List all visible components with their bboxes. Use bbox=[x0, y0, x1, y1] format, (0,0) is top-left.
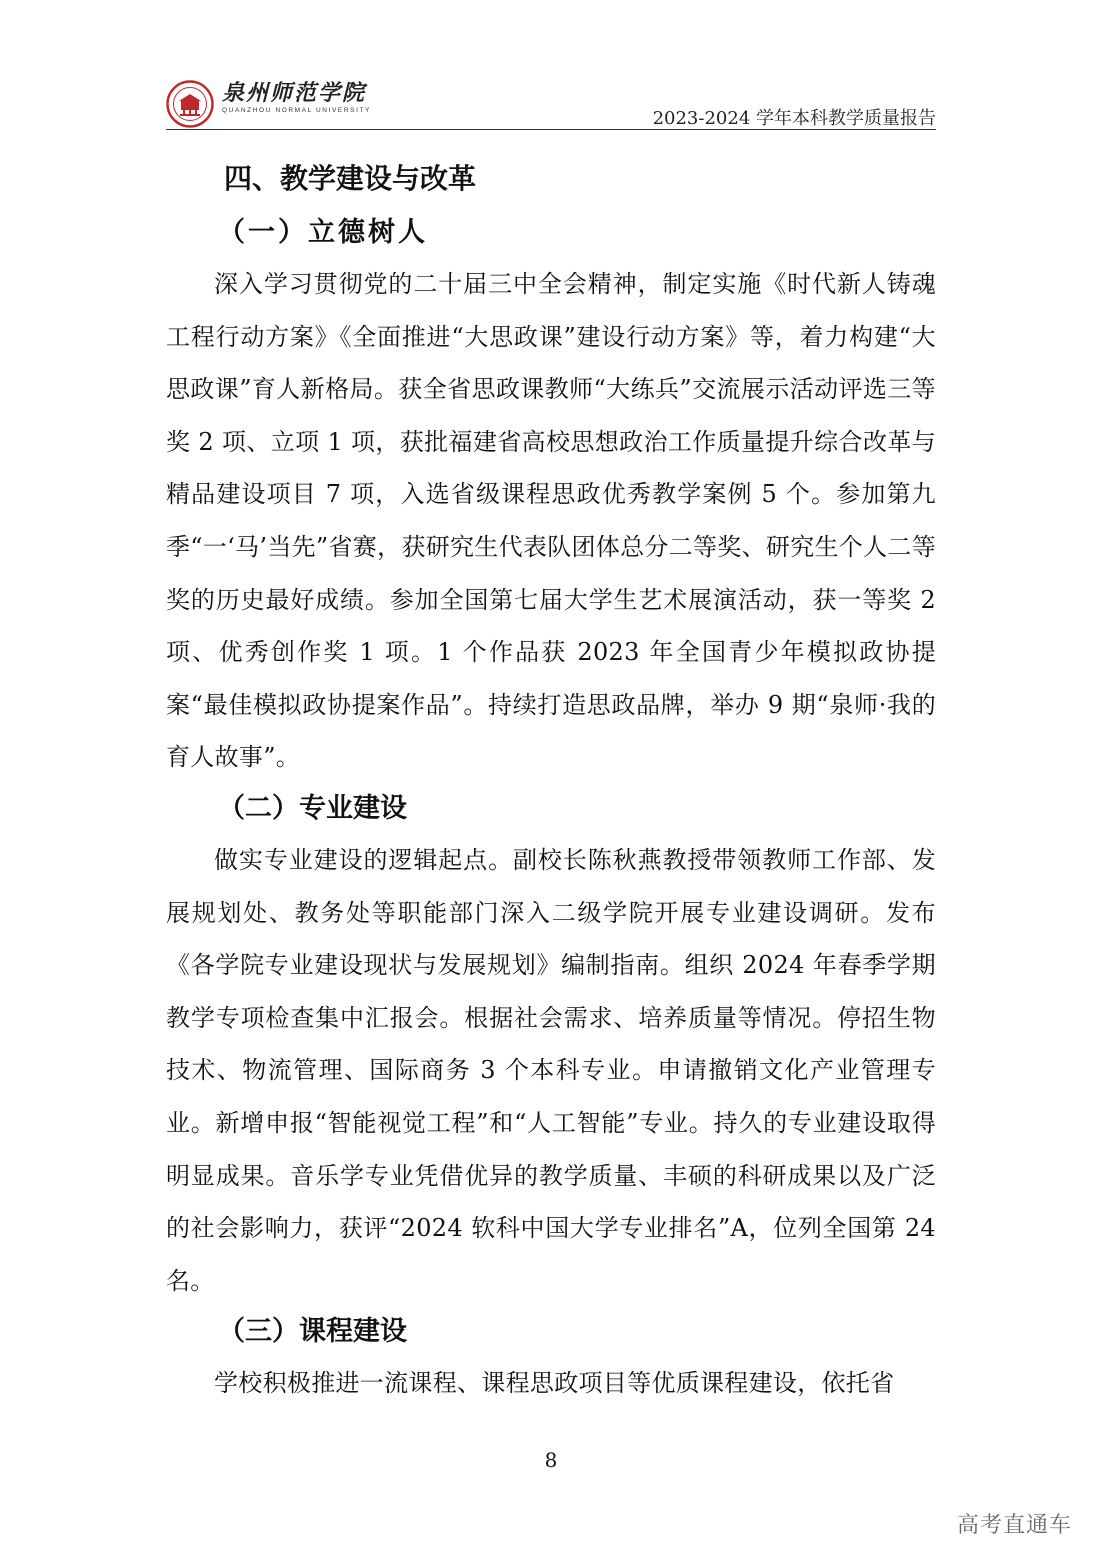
watermark: 高考直通车 bbox=[956, 1513, 1072, 1538]
header-divider bbox=[166, 129, 936, 130]
paragraph-moral-education: 深入学习贯彻党的二十届三中全会精神，制定实施《时代新人铸魂工程行动方案》《全面推进“大思政课”建设行动方案》等，着力构建“大思政课”育人新格局。获全省思政课教师“大练兵”交流展示活动评选三等奖 2 项、立项 1 项，获批福建省高校思想政治工作质量提升综合改革与精品建设项目 7 项，入选省级课程思政优秀教学案例 5 个。参加第九季“一‘马’当先”省赛，获研究生代表队团体总分二等奖、研究生个人二等奖的历史最好成绩。参加全国第七届大学生艺术展演活动，获一等奖 2 项、优秀创作奖 1 项。1 个作品获 2023 年全国青少年模拟政协提案“最佳模拟政协提案作品”。持续打造思政品牌，举办 9 期“泉师·我的育人故事”。 bbox=[166, 270, 936, 772]
logo-chinese-name: 泉州师范学院 bbox=[222, 80, 367, 106]
page-number: 8 bbox=[544, 1448, 558, 1472]
university-logo bbox=[222, 80, 371, 114]
section-heading: 四、教学建设与改革 bbox=[224, 162, 477, 195]
report-title: 2023-2024 学年本科教学质量报告 bbox=[652, 108, 936, 129]
subsection-title-moral-education: （一）立德树人 bbox=[218, 217, 428, 248]
subsection-title-course-construction: （三）课程建设 bbox=[218, 1316, 407, 1348]
subsection-title-major-construction: （二）专业建设 bbox=[218, 792, 407, 824]
university-seal-icon bbox=[166, 80, 214, 128]
paragraph-major-construction: 做实专业建设的逻辑起点。副校长陈秋燕教授带领教师工作部、发展规划处、教务处等职能部门深入二级学院开展专业建设调研。发布《各学院专业建设现状与发展规划》编制指南。组织 2024 年春季学期教学专项检查集中汇报会。根据社会需求、培养质量等情况。停招生物技术、物流管理、国际商务 3 个本科专业。申请撤销文化产业管理专业。新增申报“智能视觉工程”和“人工智能”专业。持久的专业建设取得明显成果。音乐学专业凭借优异的教学质量、丰硕的科研成果以及广泛的社会影响力，获评“2024 软科中国大学专业排名”A，位列全国第 24 名。 bbox=[166, 845, 936, 1295]
paragraph-course-construction: 学校积极推进一流课程、课程思政项目等优质课程建设，依托省 bbox=[214, 1369, 895, 1398]
logo-english-name: QUANZHOU NORMAL UNIVERSITY bbox=[222, 107, 371, 114]
page-header bbox=[166, 74, 936, 130]
page-content bbox=[166, 150, 936, 1410]
